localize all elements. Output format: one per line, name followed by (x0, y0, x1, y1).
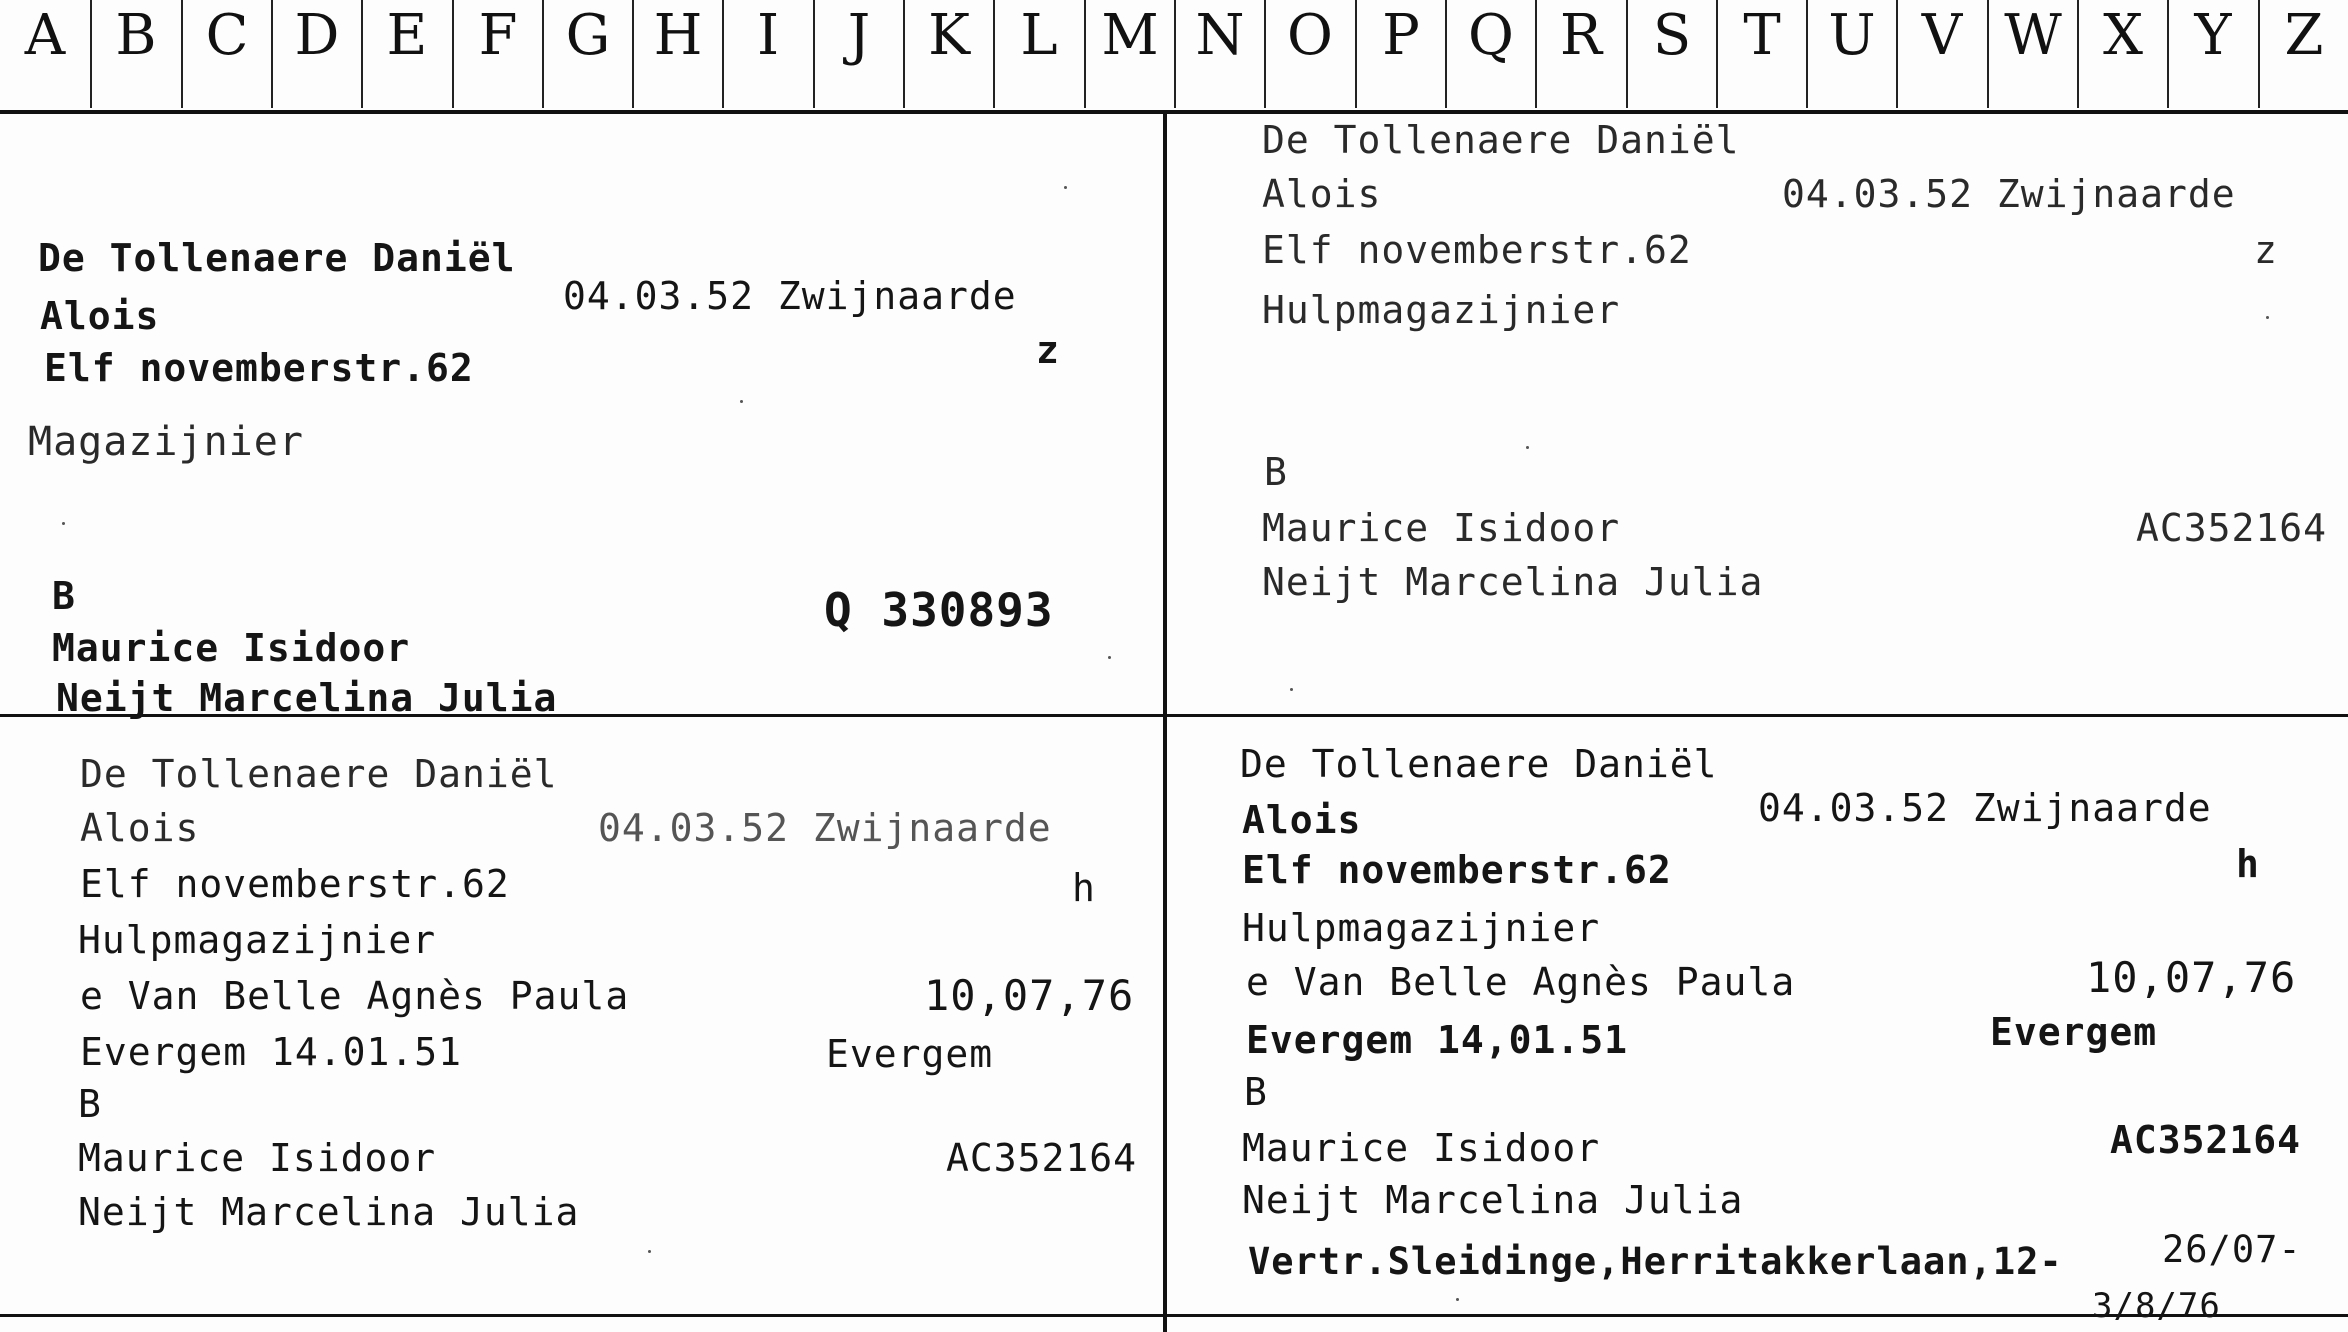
alphabet-letter: C (205, 3, 249, 68)
card-spouse-birthplace: Evergem (826, 1032, 994, 1076)
scan-speck (1456, 1298, 1459, 1301)
alphabet-tab-v (1896, 0, 1986, 108)
card-birth: 04.03.52 Zwijnaarde (563, 274, 1017, 318)
card-divider-bottom (0, 1314, 2348, 1317)
alphabet-letter: G (565, 3, 611, 68)
card-father: Maurice Isidoor (1242, 1126, 1601, 1170)
alphabet-letter: S (1652, 3, 1692, 68)
alphabet-tab-y (2167, 0, 2257, 108)
alphabet-tab-k (903, 0, 993, 108)
alphabet-letter: M (1101, 3, 1159, 68)
alphabet-tab-e (361, 0, 451, 108)
scan-speck (2266, 316, 2269, 319)
card-name: De Tollenaere Daniël (80, 752, 558, 796)
alphabet-tab-c (181, 0, 271, 108)
card-moved-to: Vertr.Sleidinge,Herritakkerlaan,12- (1248, 1240, 2063, 1283)
alphabet-index-strip (0, 0, 2348, 114)
card-marker: B (52, 574, 76, 618)
card-id-number: AC352164 (2136, 506, 2328, 550)
scan-speck (1526, 446, 1529, 449)
card-name: De Tollenaere Daniël (1240, 742, 1718, 786)
card-father: Maurice Isidoor (1262, 506, 1621, 550)
card-father: Maurice Isidoor (52, 626, 411, 670)
alphabet-tab-p (1355, 0, 1445, 108)
card-code: z (2254, 228, 2278, 272)
alphabet-letter: J (847, 3, 871, 68)
card-divider-horizontal-right (1165, 714, 2348, 717)
card-occupation: Hulpmagazijnier (78, 918, 437, 962)
card-moved-stamp-date: 3/8/76 (2092, 1286, 2221, 1326)
alphabet-letter: P (1382, 3, 1420, 68)
card-divider-vertical (1163, 112, 1167, 1332)
alphabet-tab-g (542, 0, 632, 108)
alphabet-tab-q (1445, 0, 1535, 108)
alphabet-letter: Z (2284, 3, 2324, 68)
alphabet-letter: W (2004, 3, 2062, 68)
card-spouse-birthplace: Evergem (1990, 1010, 2158, 1054)
alphabet-letter: Y (2194, 3, 2232, 68)
card-marriage-date: 10,07,76 (2086, 953, 2297, 1002)
card-code: h (1072, 866, 1096, 910)
alphabet-letter: R (1559, 3, 1603, 68)
card-marker: B (1244, 1070, 1268, 1114)
card-code: z (1036, 328, 1060, 372)
card-spouse: e Van Belle Agnès Paula (80, 974, 630, 1018)
alphabet-letter: O (1287, 3, 1333, 68)
scan-speck (62, 522, 65, 525)
card-name: De Tollenaere Daniël (1262, 118, 1740, 162)
card-address: Elf novemberstr.62 (1262, 228, 1692, 272)
alphabet-letter: H (653, 3, 703, 68)
alphabet-tab-j (813, 0, 903, 108)
alphabet-letter: F (478, 3, 518, 68)
card-id-number: AC352164 (946, 1136, 1138, 1180)
alphabet-letter: V (1921, 3, 1963, 68)
card-first-names: Alois (40, 294, 160, 338)
scan-speck (1108, 656, 1111, 659)
alphabet-tab-t (1716, 0, 1806, 108)
card-marriage-date: 10,07,76 (924, 971, 1135, 1020)
card-spouse-birth: Evergem 14.01.51 (80, 1030, 463, 1074)
card-address: Elf novemberstr.62 (80, 862, 510, 906)
card-mother: Neijt Marcelina Julia (1262, 560, 1764, 604)
card-address: Elf novemberstr.62 (44, 346, 474, 390)
card-first-names: Alois (80, 806, 200, 850)
card-marker: B (1264, 450, 1288, 494)
alphabet-letter: N (1195, 3, 1245, 68)
card-occupation: Hulpmagazijnier (1262, 288, 1621, 332)
scan-speck (1064, 186, 1067, 189)
alphabet-tab-w (1987, 0, 2077, 108)
alphabet-tab-s (1626, 0, 1716, 108)
card-birth: 04.03.52 Zwijnaarde (1758, 786, 2212, 830)
alphabet-tab-u (1806, 0, 1896, 108)
alphabet-tab-b (90, 0, 180, 108)
card-occupation: Hulpmagazijnier (1242, 906, 1601, 950)
alphabet-letter: Q (1468, 3, 1514, 68)
alphabet-tab-m (1084, 0, 1174, 108)
alphabet-tab-z (2258, 0, 2348, 108)
alphabet-letter: K (928, 3, 970, 68)
card-first-names: Alois (1262, 172, 1382, 216)
card-mother: Neijt Marcelina Julia (56, 676, 558, 720)
card-birth: 04.03.52 Zwijnaarde (598, 806, 1052, 850)
card-id-number: Q 330893 (824, 583, 1054, 637)
card-spouse-birth: Evergem 14,01.51 (1246, 1018, 1629, 1062)
card-spouse: e Van Belle Agnès Paula (1246, 960, 1796, 1004)
card-moved-date: 26/07- (2162, 1228, 2302, 1271)
alphabet-tab-n (1174, 0, 1264, 108)
card-id-number: AC352164 (2110, 1118, 2302, 1162)
alphabet-tab-r (1535, 0, 1625, 108)
alphabet-tab-d (271, 0, 361, 108)
alphabet-letter: T (1743, 3, 1781, 68)
card-address: Elf novemberstr.62 (1242, 848, 1672, 892)
alphabet-tab-i (722, 0, 812, 108)
alphabet-letter: L (1020, 3, 1058, 68)
alphabet-letter: B (115, 3, 157, 68)
card-marker: B (78, 1082, 102, 1126)
alphabet-tab-f (452, 0, 542, 108)
scan-speck (740, 400, 743, 403)
alphabet-letter: X (2103, 3, 2143, 68)
alphabet-tab-a (0, 0, 90, 108)
alphabet-tab-o (1264, 0, 1354, 108)
card-mother: Neijt Marcelina Julia (78, 1190, 580, 1234)
alphabet-tab-l (993, 0, 1083, 108)
alphabet-letter: D (294, 3, 340, 68)
card-name: De Tollenaere Daniël (38, 236, 516, 280)
card-occupation: Magazijnier (28, 419, 304, 465)
alphabet-letter: U (1828, 3, 1876, 68)
scan-speck (1290, 688, 1293, 691)
scan-speck (648, 1250, 651, 1253)
alphabet-letter: A (24, 3, 66, 68)
card-mother: Neijt Marcelina Julia (1242, 1178, 1744, 1222)
card-first-names: Alois (1242, 798, 1362, 842)
alphabet-tab-x (2077, 0, 2167, 108)
alphabet-letter: I (756, 3, 780, 68)
card-code: h (2236, 842, 2260, 886)
alphabet-tab-h (632, 0, 722, 108)
card-birth: 04.03.52 Zwijnaarde (1782, 172, 2236, 216)
alphabet-letter: E (386, 3, 428, 68)
card-father: Maurice Isidoor (78, 1136, 437, 1180)
